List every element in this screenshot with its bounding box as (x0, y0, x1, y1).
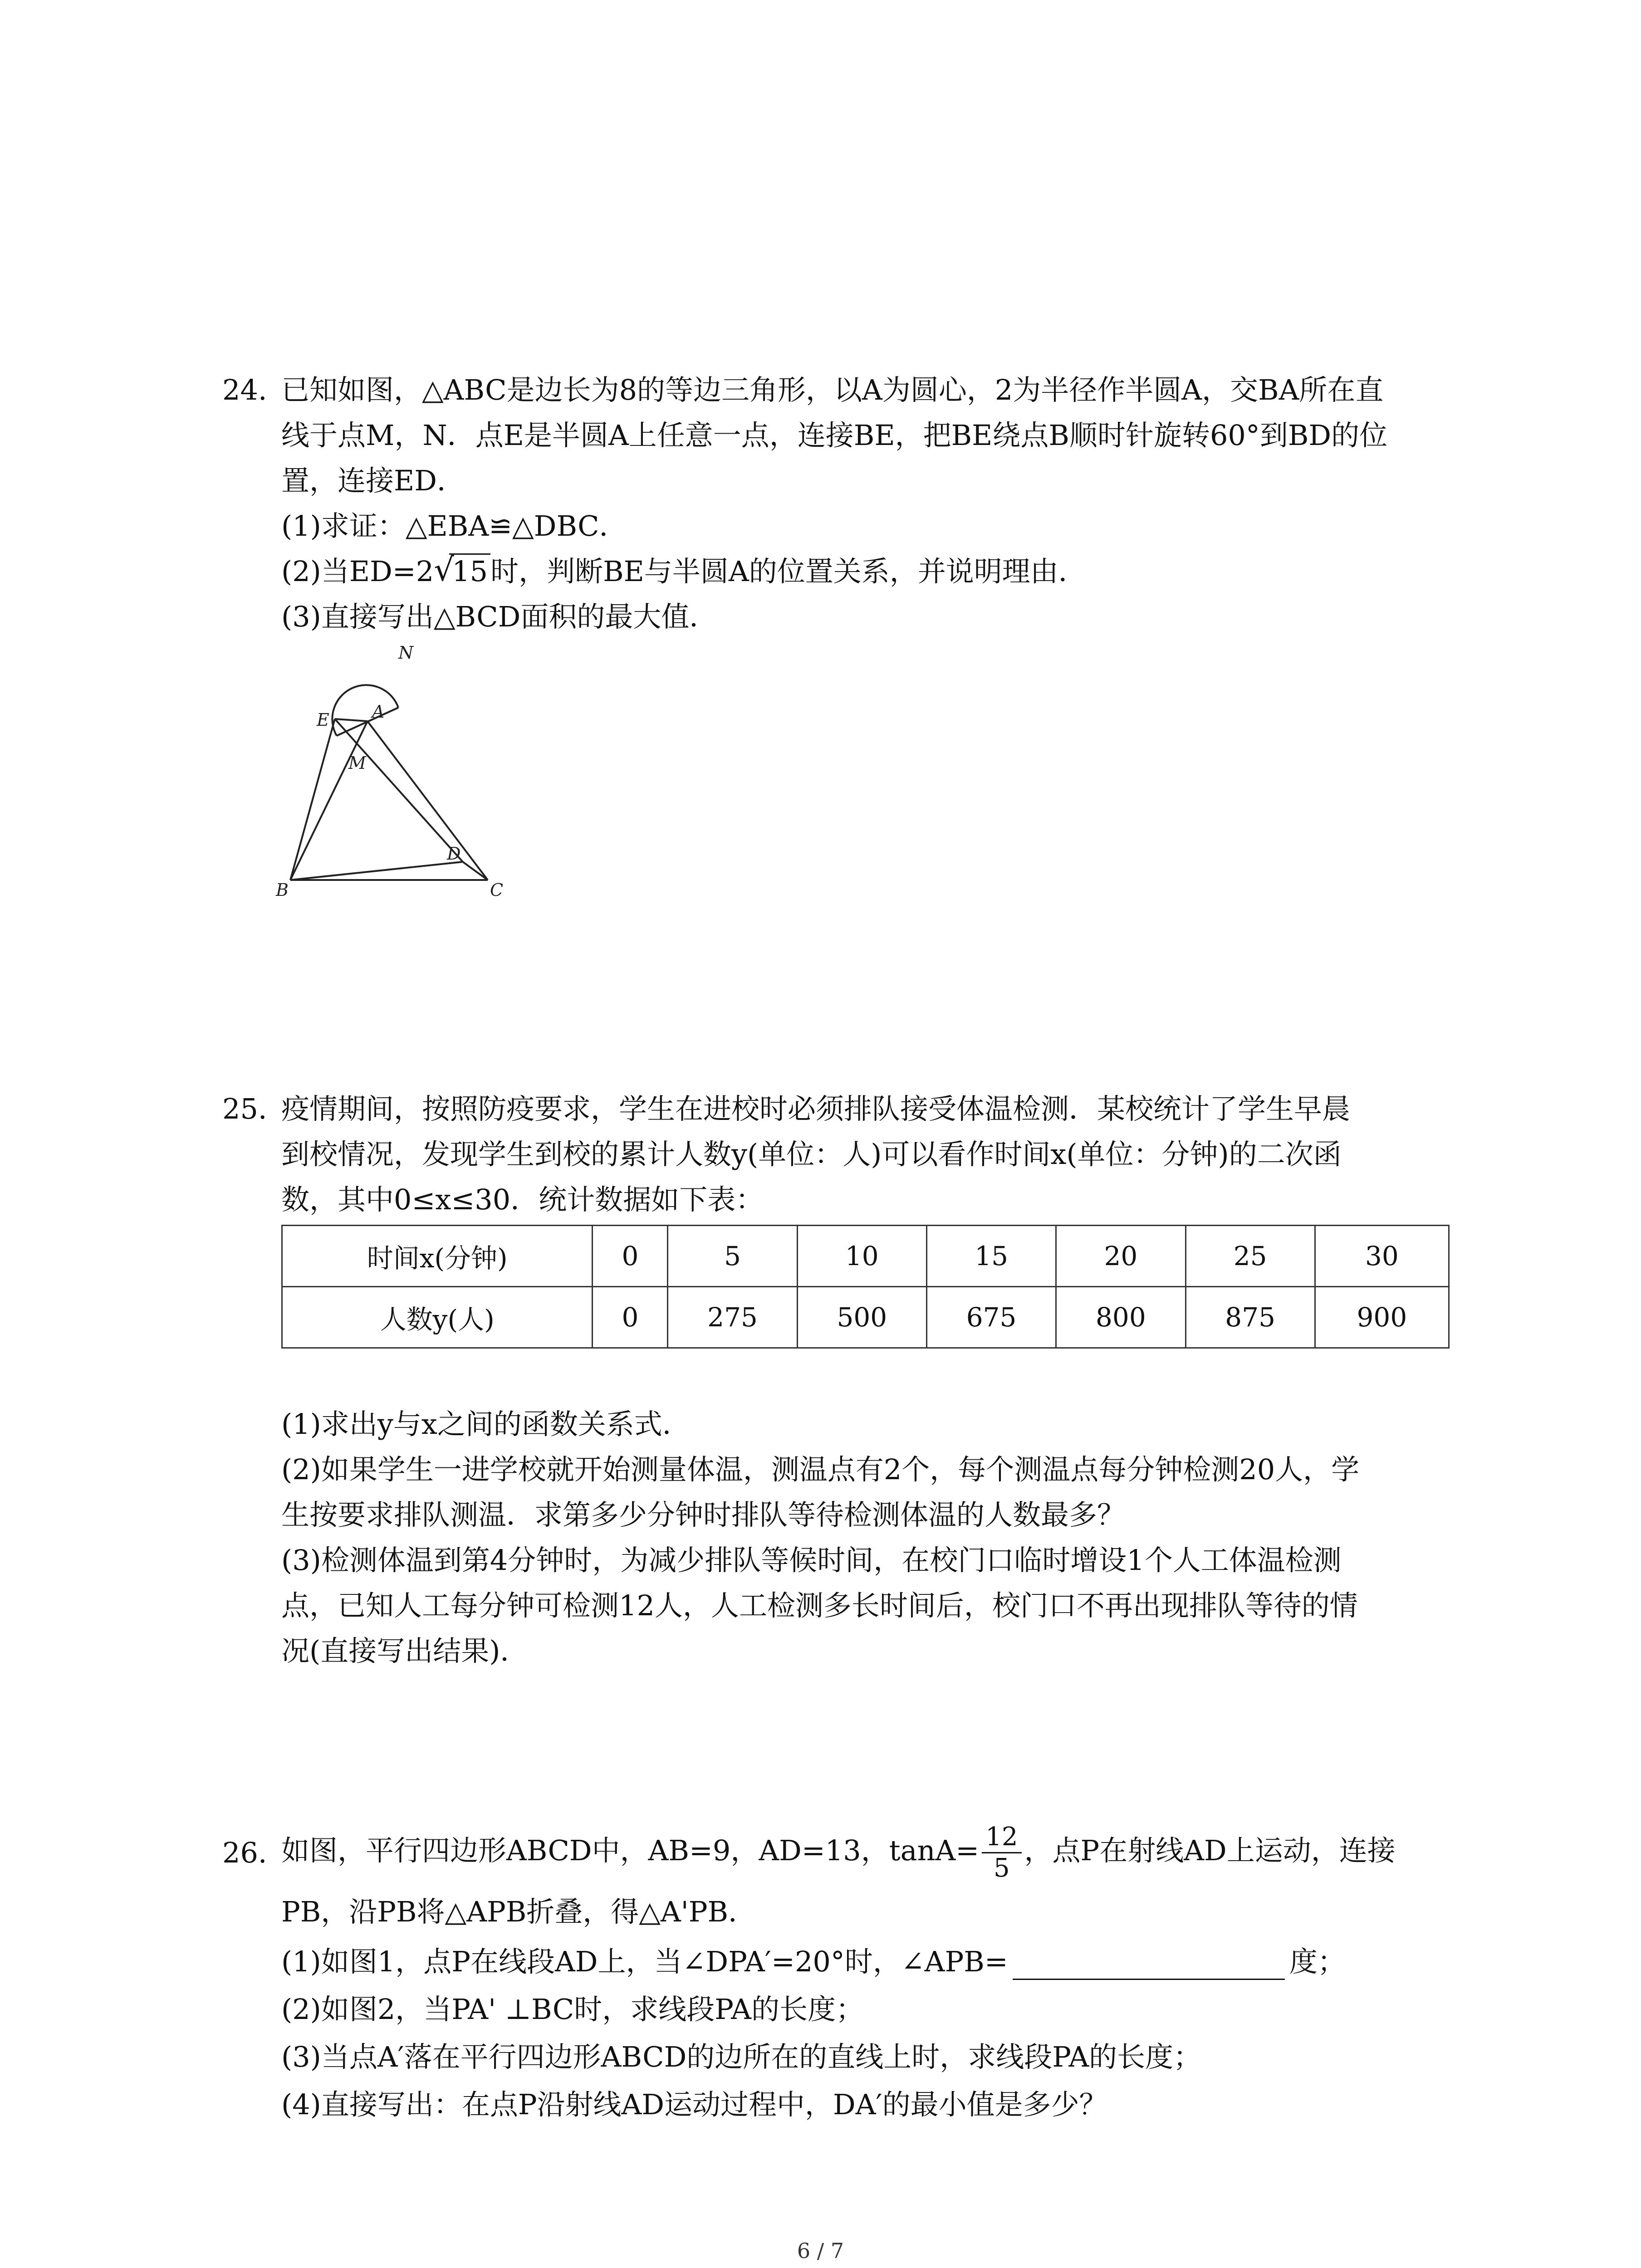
table-row (282, 1287, 1449, 1348)
question-3-cont: 况(直接写出结果)． (281, 1634, 529, 1667)
answer-blank[interactable] (1013, 1950, 1285, 1980)
table-cell: 900 (1315, 1287, 1449, 1348)
segment-ea (335, 719, 367, 721)
question-3: (3)检测体温到第4分钟时，为减少排队等候时间，在校门口临时增设1个人工体温检测 (281, 1544, 1342, 1577)
radicand: 15 (449, 553, 490, 588)
problem-text-line: 置，连接ED． (281, 464, 465, 497)
geometry-figure-24 (263, 644, 517, 898)
segment-ed (335, 719, 463, 862)
question-2 (281, 553, 1087, 590)
table-row (282, 1226, 1449, 1287)
question-1-suffix: 度； (1289, 1945, 1346, 1978)
label-c: C (490, 880, 504, 898)
problem-text-line: PB，沿PB将△APB折叠，得△A'PB． (281, 1895, 757, 1928)
table-cell: 15 (926, 1226, 1056, 1287)
segment-ac (367, 721, 488, 880)
question-2: (2)如果学生一进学校就开始测量体温，测温点有2个，每个测温点每分钟检测20人，学 (281, 1453, 1360, 1486)
table-cell: 800 (1056, 1287, 1185, 1348)
question-1: (1)求出y与x之间的函数关系式． (281, 1408, 691, 1441)
segment-bd (290, 862, 463, 880)
label-m: M (348, 753, 366, 773)
table-cell: 0 (593, 1287, 668, 1348)
problem-text-line: 线于点M，N．点E是半圆A上任意一点，连接BE，把BE绕点B顺时针旋转60°到BD的位 (281, 419, 1388, 452)
question-1: (1)求证：△EBA≌△DBC． (281, 509, 627, 543)
label-d: D (447, 844, 461, 864)
segment-ab (290, 721, 367, 880)
text-segment: 如图，平行四边形ABCD中，AB=9，AD=13，tanA= (281, 1834, 980, 1867)
table-header-cell: 人数y(人) (282, 1287, 593, 1348)
table-cell: 30 (1315, 1226, 1449, 1287)
table-cell: 500 (797, 1287, 926, 1348)
label-e: E (317, 710, 329, 730)
question-2: (2)如图2，当PA' ⊥BC时，求线段PA的长度； (281, 1993, 864, 2026)
table-header-cell: 时间x(分钟) (282, 1226, 593, 1287)
label-n: N (398, 644, 414, 663)
question-4: (4)直接写出：在点P沿射线AD运动过程中，DA′的最小值是多少？ (281, 2088, 1107, 2121)
question-2-suffix: 时，判断BE与半圆A的位置关系，并说明理由． (490, 555, 1087, 588)
fraction-numerator: 12 (982, 1822, 1021, 1853)
table-cell: 25 (1185, 1226, 1315, 1287)
question-3: (3)当点A′落在平行四边形ABCD的边所在的直线上时，求线段PA的长度； (281, 2040, 1202, 2073)
table-cell: 0 (593, 1226, 668, 1287)
label-a: A (372, 702, 385, 722)
question-2-prefix: (2)当ED=2 (281, 555, 434, 588)
question-3-cont: 点，已知人工每分钟可检测12人，人工检测多长时间后，校门口不再出现排队等待的情 (281, 1589, 1358, 1622)
problem-text-line: 疫情期间，按照防疫要求，学生在进校时必须排队接受体温检测．某校统计了学生早晨 (281, 1092, 1351, 1125)
problem-number: 24. (222, 373, 267, 406)
problem-text-line: 已知如图，△ABC是边长为8的等边三角形，以A为圆心，2为半径作半圆A，交BA所在直 (281, 373, 1384, 406)
problem-number: 26. (222, 1836, 267, 1869)
table-cell: 10 (797, 1226, 926, 1287)
table-cell: 5 (668, 1226, 797, 1287)
page-number: 6 / 7 (797, 2239, 844, 2263)
problem-number: 25. (222, 1092, 267, 1125)
question-1 (281, 1944, 1346, 1980)
table-cell: 875 (1185, 1287, 1315, 1348)
question-1-prefix: (1)如图1，点P在线段AD上，当∠DPA′=20°时，∠APB= (281, 1945, 1008, 1978)
table-cell: 275 (668, 1287, 797, 1348)
problem-text-line: 数，其中0≤x≤30．统计数据如下表： (281, 1183, 764, 1216)
question-2-cont: 生按要求排队测温．求第多少分钟时排队等待检测体温的人数最多？ (281, 1498, 1126, 1531)
problem-text-line (281, 1817, 1396, 1885)
data-table (281, 1225, 1450, 1349)
segment-be (290, 719, 335, 880)
sqrt-expression (434, 553, 490, 590)
label-b: B (276, 880, 289, 898)
table-cell: 675 (926, 1287, 1056, 1348)
problem-text-line: 到校情况，发现学生到校的累计人数y(单位：人)可以看作时间x(单位：分钟)的二次函 (281, 1138, 1342, 1171)
fraction (982, 1822, 1021, 1883)
text-segment: ，点P在射线AD上运动，连接 (1024, 1834, 1396, 1867)
question-3: (3)直接写出△BCD面积的最大值． (281, 600, 718, 633)
table-cell: 20 (1056, 1226, 1185, 1287)
fraction-denominator: 5 (994, 1853, 1010, 1883)
